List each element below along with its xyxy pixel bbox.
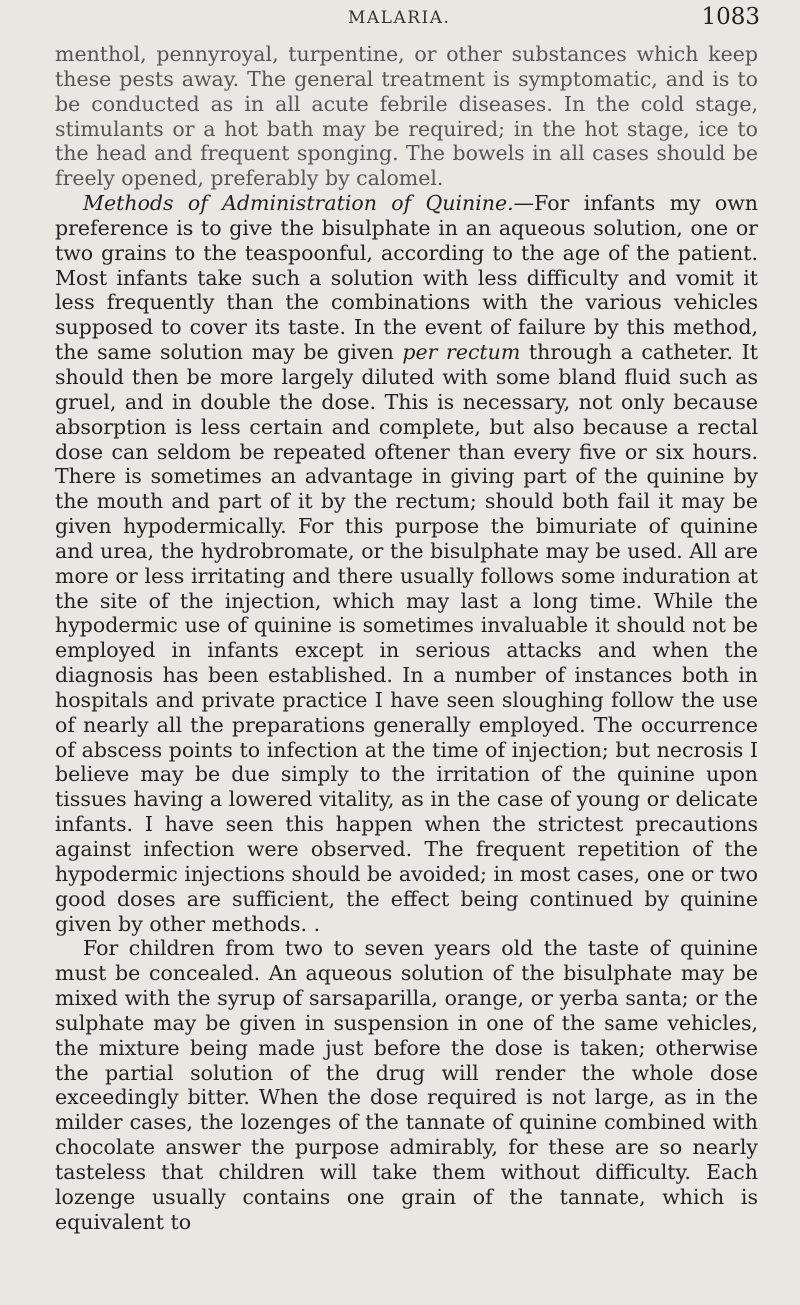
section-heading: Methods of Administration of Quinine. bbox=[83, 191, 514, 216]
paragraph-quinine-methods bbox=[55, 191, 758, 936]
italic-term: per rectum bbox=[402, 340, 521, 365]
paragraph-text: —For infants my own preference is to give the bisulphate in an aqueous solution, one or two grains to the teaspoonful, according to the age of the patient. Most infants take such a solution with less difficulty and vomit it less frequently than the combinations with the various vehicles supposed to cover its taste. In the event of failure by this method, the same solution may be given bbox=[55, 191, 758, 365]
page-header bbox=[0, 4, 800, 34]
body-text bbox=[55, 42, 758, 1235]
paragraph-children: For children from two to seven years old the taste of quinine must be concealed. An aqueous solution of the bisulphate may be mixed with the syrup of sarsaparilla, orange, or yerba santa; or the sulphate may be given in suspension in one of the same vehicles, the mixture being made just before the dose is taken; otherwise the partial solution of the drug will render the whole dose exceedingly bitter. When the dose required is not large, as in the milder cases, the lozenges of the tannate of quinine combined with chocolate answer the purpose admirably, for these are so nearly tasteless that children will take them without difficulty. Each lozenge usually contains one grain of the tannate, which is equivalent to bbox=[55, 936, 758, 1234]
running-title: MALARIA. bbox=[348, 8, 451, 28]
paragraph-continuation: menthol, pennyroyal, turpentine, or other substances which keep these pests away. The general treatment is symptomatic, and is to be conducted as in all acute febrile diseases. In the cold stage, stimulants or a hot bath may be required; in the hot stage, ice to the head and frequent sponging. The bowels in all cases should be freely opened, preferably by calomel. bbox=[55, 42, 758, 191]
page-number: 1083 bbox=[701, 4, 760, 30]
paragraph-text: through a catheter. It should then be more largely diluted with some bland fluid such as gruel, and in double the dose. This is necessary, not only because absorption is less certain and complete, but also because a rectal dose can seldom be repeated oftener than every five or six hours. There is sometimes an advantage in giving part of the quinine by the mouth and part of it by the rectum; should both fail it may be given hypodermically. For this purpose the bimuriate of quinine and urea, the hydrobromate, or the bisulphate may be used. All are more or less irritating and there usually follows some induration at the site of the injection, which may last a long time. While the hypodermic use of quinine is sometimes invaluable it should not be employed in infants except in serious attacks and when the diagnosis has been established. In a number of instances both in hospitals and private practice I have seen sloughing follow the use of nearly all the preparations generally employed. The occurrence of abscess points to infection at the time of injection; but necrosis I believe may be due simply to the irritation of the quinine upon tissues having a lowered vitality, as in the case of young or delicate infants. I have seen this happen when the strictest precautions against infection were observed. The frequent repetition of the hypodermic injections should be avoided; in most cases, one or two good doses are sufficient, the effect being continued by quinine given by other methods. . bbox=[55, 340, 758, 936]
